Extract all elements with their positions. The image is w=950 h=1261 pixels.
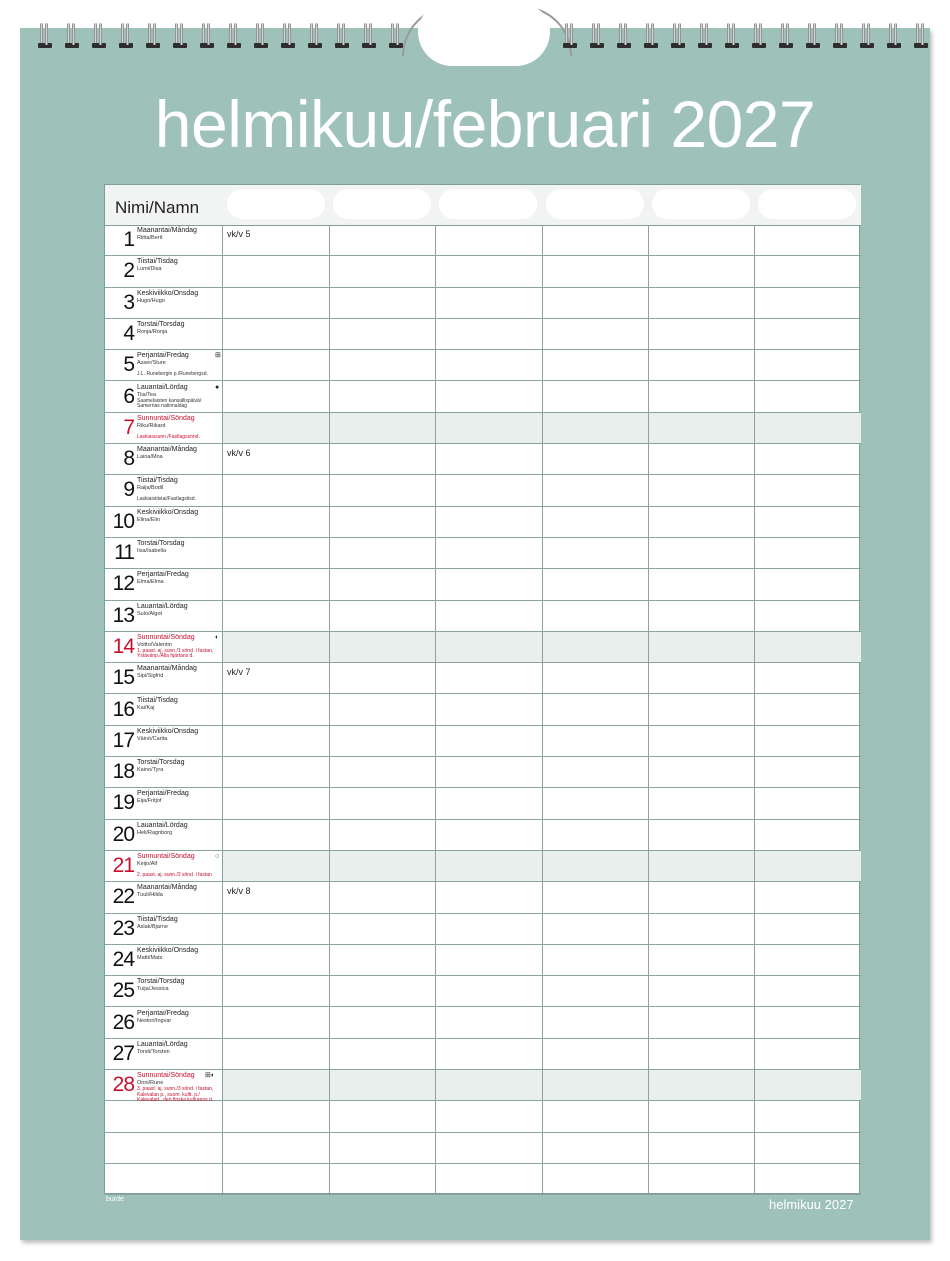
weekday-name: Maanantai/Måndag: [137, 884, 197, 892]
day-number: 14: [112, 634, 134, 658]
binding-ring: [555, 23, 582, 49]
empty-row: [105, 1133, 861, 1164]
day-cell: [105, 1008, 223, 1038]
binding-ring: [771, 23, 798, 49]
holiday-note: 2. paast. aj. sunn./2 sönd. i fastan: [137, 872, 212, 878]
day-cell: [105, 632, 223, 662]
day-cell: [105, 788, 223, 818]
week-number: vk/v 6: [227, 448, 251, 459]
day-cell: [105, 695, 223, 725]
name-day: Hugo/Hugo: [137, 297, 165, 304]
weekday-name: Tiistai/Tisdag: [137, 915, 178, 923]
weekday-name: Sunnuntai/Söndag: [137, 414, 195, 422]
name-day: Tuija/Jessica: [137, 986, 169, 993]
binding-ring: [273, 23, 300, 49]
binding-ring: [717, 23, 744, 49]
day-number: 12: [112, 572, 134, 596]
calendar-grid: [104, 184, 860, 1194]
column-divider: [648, 225, 649, 1195]
name-day: Iisa/Isabella: [137, 548, 167, 554]
weekday-name: Tiistai/Tisdag: [137, 477, 178, 485]
column-divider: [222, 225, 223, 1195]
binding-ring: [636, 23, 663, 49]
day-number: 9: [123, 478, 134, 502]
binding-ring: [582, 23, 609, 49]
day-cell: [105, 663, 223, 693]
name-day: Lumi/Disa: [137, 266, 162, 273]
column-divider: [754, 225, 755, 1195]
day-cell: [105, 1070, 223, 1104]
day-cell: [105, 569, 223, 599]
day-cell: [105, 319, 223, 349]
day-row: [105, 1070, 861, 1104]
name-day: Elma/Elma: [137, 579, 164, 586]
binding-ring: [165, 23, 192, 49]
day-number: 18: [112, 760, 134, 784]
day-row: [105, 1039, 861, 1070]
month-title: helmikuu/februari 2027: [154, 87, 816, 161]
weekday-name: Torstai/Torsdag: [137, 320, 185, 328]
weekday-name: Maanantai/Måndag: [137, 446, 197, 454]
name-day: Matti/Mats: [137, 954, 163, 961]
day-number: 13: [112, 603, 134, 627]
binding-ring: [57, 23, 84, 49]
binding-ring: [852, 23, 879, 49]
day-number: 10: [112, 509, 134, 533]
name-day: Elina/Elin: [137, 516, 160, 523]
day-cell: [105, 225, 223, 255]
weekday-name: Torstai/Torsdag: [137, 540, 185, 547]
hanger-cutout: [418, 4, 550, 66]
weekday-name: Lauantai/Lördag: [137, 602, 188, 610]
day-number: 26: [112, 1010, 134, 1034]
day-number: 19: [112, 791, 134, 815]
day-cell: [105, 1039, 223, 1069]
day-row: [105, 538, 861, 569]
day-row: [105, 350, 861, 381]
day-row: [105, 882, 861, 913]
name-day: Tiia/Tea: [137, 391, 157, 398]
binding-ring: [30, 23, 57, 49]
name-field-5[interactable]: [652, 189, 750, 219]
day-row: [105, 632, 861, 663]
binding-ring: [138, 23, 165, 49]
name-day: Raija/Bodil: [137, 485, 164, 492]
weekday-name: Keskiviikko/Onsdag: [137, 508, 199, 516]
day-number: 6: [123, 384, 134, 408]
binding-ring: [825, 23, 852, 49]
day-cell: [105, 382, 223, 412]
day-row: [105, 945, 861, 976]
day-row: [105, 726, 861, 757]
weekday-name: Lauantai/Lördag: [137, 1040, 188, 1048]
name-day: Asser/Sture: [137, 360, 166, 367]
day-number: 3: [123, 290, 134, 314]
day-row: [105, 914, 861, 945]
day-number: 17: [112, 728, 134, 752]
day-number: 2: [123, 259, 134, 283]
day-number: 15: [112, 666, 134, 690]
binding-ring: [192, 23, 219, 49]
name-column-label: Nimi/Namn: [115, 198, 200, 217]
holiday-note: Laskiaistiistai/Fastlagstisd.: [137, 496, 196, 503]
week-number: vk/v 5: [227, 229, 251, 239]
day-row: [105, 976, 861, 1007]
day-row: [105, 757, 861, 788]
column-divider: [435, 225, 436, 1195]
day-number: 11: [114, 541, 134, 564]
binding-ring: [219, 23, 246, 49]
day-cell: [105, 820, 223, 850]
day-cell: [105, 945, 223, 975]
day-row: [105, 444, 861, 475]
weekday-name: Maanantai/Måndag: [137, 665, 197, 673]
half-moon-icon: ⊞◐: [205, 1072, 216, 1080]
holiday-note: 3. paast. aj. sunn./3 sönd. i fastan, Kalevalan p., suom. kultt. p./ Kalevalad., den finska kulturens d.: [137, 1086, 214, 1104]
day-row: [105, 475, 861, 506]
binding-ring: [744, 23, 771, 49]
spiral-binding-left: [30, 23, 408, 49]
column-divider: [542, 225, 543, 1195]
day-number: 4: [123, 321, 134, 345]
day-row: [105, 820, 861, 851]
name-day: Eija/Fritjof: [137, 798, 162, 805]
name-day: Nestori/Ingvar: [137, 1017, 172, 1024]
name-field-3[interactable]: [439, 189, 537, 219]
day-cell: [105, 288, 223, 318]
day-cell: [105, 538, 223, 568]
binding-ring: [663, 23, 690, 49]
flag-icon: ⊞: [215, 352, 221, 360]
binding-ring: [246, 23, 273, 49]
name-day: Torsti/Torsten: [137, 1048, 170, 1055]
weekday-name: Sunnuntai/Söndag: [137, 1072, 195, 1080]
day-number: 28: [112, 1073, 134, 1097]
day-cell: [105, 444, 223, 474]
weekday-name: Keskiviikko/Onsdag: [137, 946, 199, 954]
day-number: 27: [112, 1041, 134, 1065]
name-day: Sipi/Sigfrid: [137, 673, 164, 680]
binding-ring: [609, 23, 636, 49]
day-cell: [105, 256, 223, 286]
day-cell: [105, 726, 223, 756]
name-field-6[interactable]: [758, 189, 856, 219]
weekday-name: Perjantai/Fredag: [137, 352, 189, 360]
binding-ring: [690, 23, 717, 49]
name-field-1[interactable]: [227, 189, 325, 219]
spiral-binding-right: [555, 23, 933, 49]
weekday-name: Lauantai/Lördag: [137, 383, 188, 391]
day-cell: [105, 601, 223, 631]
weekday-name: Perjantai/Fredag: [137, 571, 189, 579]
weekday-name: Sunnuntai/Söndag: [137, 633, 195, 641]
weekday-name: Tiistai/Tisdag: [137, 258, 178, 266]
day-number: 23: [112, 916, 134, 940]
half-moon-icon: ◐: [215, 633, 220, 641]
holiday-note: J.L. Runebergin p./Runebergsd.: [137, 371, 208, 378]
day-row: [105, 288, 861, 319]
day-number: 22: [112, 885, 134, 909]
day-row: [105, 1008, 861, 1039]
day-number: 16: [112, 697, 134, 721]
day-cell: [105, 882, 223, 912]
day-row: [105, 663, 861, 694]
name-day: Voitto/Valentin: [137, 641, 172, 648]
day-row: [105, 851, 861, 882]
grid-header: [105, 185, 861, 226]
empty-row: [105, 1164, 861, 1195]
binding-ring: [84, 23, 111, 49]
holiday-note: 1. paast. aj. sunn./1 sönd. i fastan, Ystävänp./Alla hjärtans d.: [137, 647, 214, 660]
column-divider: [329, 225, 330, 1195]
weekday-name: Sunnuntai/Söndag: [137, 853, 195, 860]
day-row: [105, 507, 861, 538]
binding-ring: [300, 23, 327, 49]
day-number: 20: [112, 822, 134, 846]
full-moon-icon: ●: [215, 383, 220, 391]
weekday-name: Tiistai/Tisdag: [137, 696, 178, 704]
day-row: [105, 601, 861, 632]
binding-ring: [111, 23, 138, 49]
name-day: Laina/Moa: [137, 454, 163, 461]
binding-ring: [327, 23, 354, 49]
binding-ring: [354, 23, 381, 49]
day-row: [105, 695, 861, 726]
binding-ring: [381, 23, 408, 49]
footer-month: helmikuu 2027: [769, 1197, 854, 1212]
week-number: vk/v 7: [227, 667, 251, 678]
holiday-note: Laskiaissunn./Fastlagssönd.: [137, 433, 200, 440]
name-day: Riku/Rikard: [137, 422, 166, 429]
day-row: [105, 413, 861, 444]
day-number: 24: [112, 947, 134, 971]
name-day: Väinö/Carita: [137, 735, 168, 742]
day-row: [105, 225, 861, 256]
day-row: [105, 319, 861, 350]
week-number: vk/v 8: [227, 886, 251, 897]
weekday-name: Perjantai/Fredag: [137, 790, 189, 798]
weekday-name: Perjantai/Fredag: [137, 1009, 189, 1017]
weekday-name: Keskiviikko/Onsdag: [137, 727, 199, 735]
binding-ring: [906, 23, 933, 49]
name-day: Kai/Kaj: [137, 704, 155, 711]
day-number: 7: [123, 415, 134, 439]
binding-ring: [798, 23, 825, 49]
weekday-name: Keskiviikko/Onsdag: [137, 289, 199, 297]
day-row: [105, 256, 861, 287]
day-cell: [105, 350, 223, 380]
weekday-name: Lauantai/Lördag: [137, 821, 188, 829]
name-day: Kaino/Tyra: [137, 767, 164, 774]
day-number: 8: [123, 447, 134, 471]
day-row: [105, 569, 861, 600]
empty-row: [105, 1101, 861, 1132]
name-day: Heli/Ragnborg: [137, 829, 173, 836]
day-row: [105, 788, 861, 819]
day-cell: [105, 475, 223, 505]
day-cell: [105, 507, 223, 537]
name-day: Onni/Rune: [137, 1080, 164, 1087]
day-number: 21: [112, 854, 134, 877]
day-number: 1: [123, 228, 134, 251]
day-cell: [105, 851, 223, 881]
weekday-name: Torstai/Torsdag: [137, 759, 185, 767]
brand-logo: burde: [106, 1196, 124, 1203]
name-day: Riitta/Berit: [137, 235, 163, 241]
name-day: Sulo/Algot: [137, 610, 163, 617]
name-field-4[interactable]: [546, 189, 644, 219]
name-field-2[interactable]: [333, 189, 431, 219]
name-day: Keijo/Alf: [137, 861, 158, 867]
day-cell: [105, 914, 223, 944]
day-number: 5: [123, 353, 134, 377]
name-day: Aslak/Bjarne: [137, 923, 168, 930]
holiday-note: Saamelaisten kansallispäivä/ Samernas nationaldag: [137, 397, 202, 409]
name-day: Tuuli/Hilda: [137, 892, 163, 899]
day-cell: [105, 757, 223, 787]
day-number: 25: [112, 979, 134, 1003]
weekday-name: Maanantai/Måndag: [137, 227, 197, 234]
new-moon-icon: ○: [215, 853, 220, 860]
day-cell: [105, 976, 223, 1006]
weekday-name: Torstai/Torsdag: [137, 978, 185, 986]
binding-ring: [879, 23, 906, 49]
day-row: [105, 382, 861, 413]
day-cell: [105, 413, 223, 443]
name-day: Ronja/Ronja: [137, 328, 168, 335]
